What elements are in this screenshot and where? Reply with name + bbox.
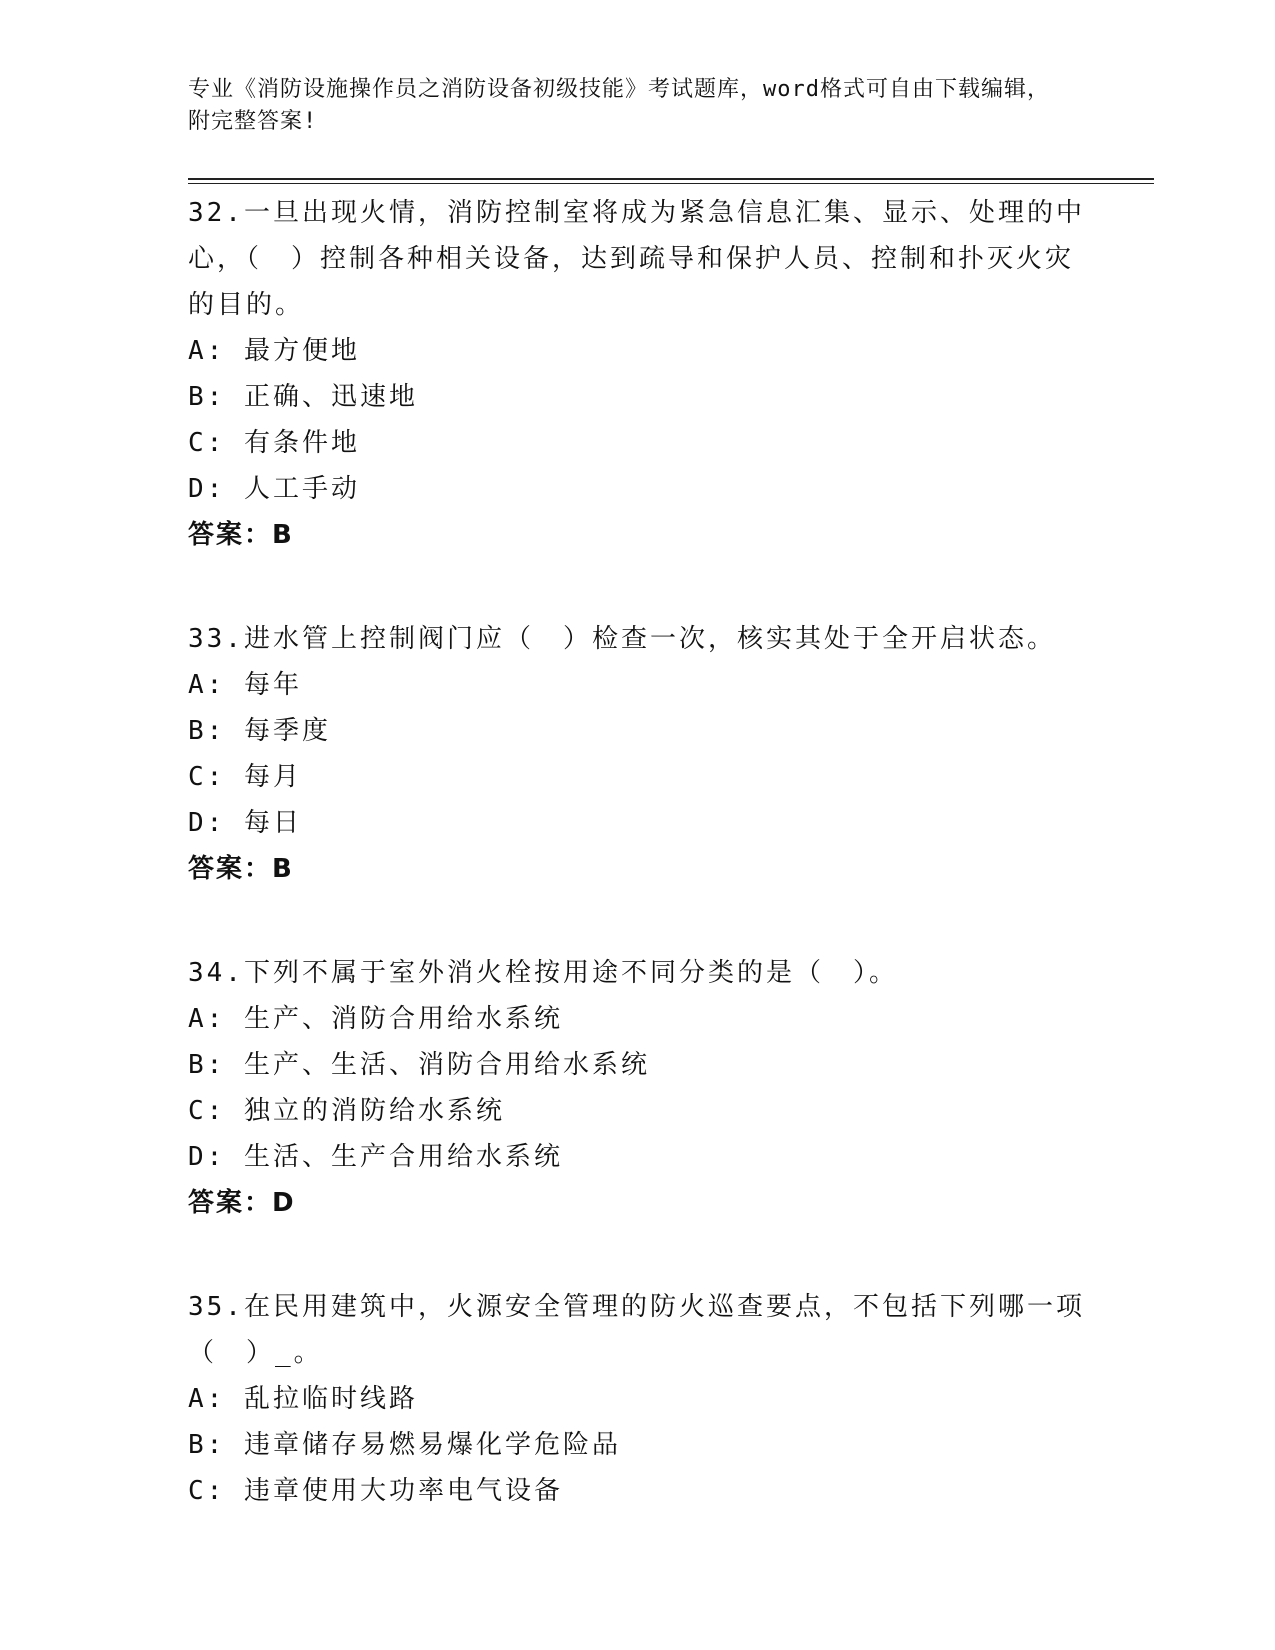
question-34 (188, 950, 1088, 1226)
answer: 答案：D (188, 1188, 296, 1218)
option-a: A: 每年 (188, 670, 302, 700)
answer: 答案：B (188, 520, 294, 550)
option-d: D: 每日 (188, 808, 302, 838)
option-a: A: 生产、消防合用给水系统 (188, 1004, 563, 1034)
document-header: 专业《消防设施操作员之消防设备初级技能》考试题库，word格式可自由下载编辑，附完整答案! (188, 77, 1050, 134)
question-33 (188, 616, 1088, 892)
question-list (188, 190, 1088, 1514)
option-c: C: 违章使用大功率电气设备 (188, 1476, 563, 1506)
option-b: B: 正确、迅速地 (188, 382, 418, 412)
question-35 (188, 1284, 1088, 1514)
option-b: B: 每季度 (188, 716, 331, 746)
option-b: B: 违章储存易燃易爆化学危险品 (188, 1430, 621, 1460)
option-b: B: 生产、生活、消防合用给水系统 (188, 1050, 650, 1080)
question-stem: 32.一旦出现火情，消防控制室将成为紧急信息汇集、显示、处理的中心，（ ）控制各种相关设备，达到疏导和保护人员、控制和扑灭火灾的目的。 (188, 198, 1085, 320)
option-a: A: 乱拉临时线路 (188, 1384, 418, 1414)
question-stem: 33.进水管上控制阀门应（ ）检查一次，核实其处于全开启状态。 (188, 624, 1056, 654)
option-c: C: 有条件地 (188, 428, 360, 458)
question-stem: 35.在民用建筑中，火源安全管理的防火巡查要点，不包括下列哪一项（ ）_。 (188, 1292, 1085, 1368)
option-d: D: 生活、生产合用给水系统 (188, 1142, 563, 1172)
question-32 (188, 190, 1088, 558)
header-divider-thin (188, 183, 1154, 184)
option-c: C: 每月 (188, 762, 302, 792)
option-d: D: 人工手动 (188, 474, 360, 504)
header-divider (188, 178, 1154, 180)
option-a: A: 最方便地 (188, 336, 360, 366)
option-c: C: 独立的消防给水系统 (188, 1096, 505, 1126)
question-stem: 34.下列不属于室外消火栓按用途不同分类的是（ ）。 (188, 958, 898, 988)
answer: 答案：B (188, 854, 294, 884)
